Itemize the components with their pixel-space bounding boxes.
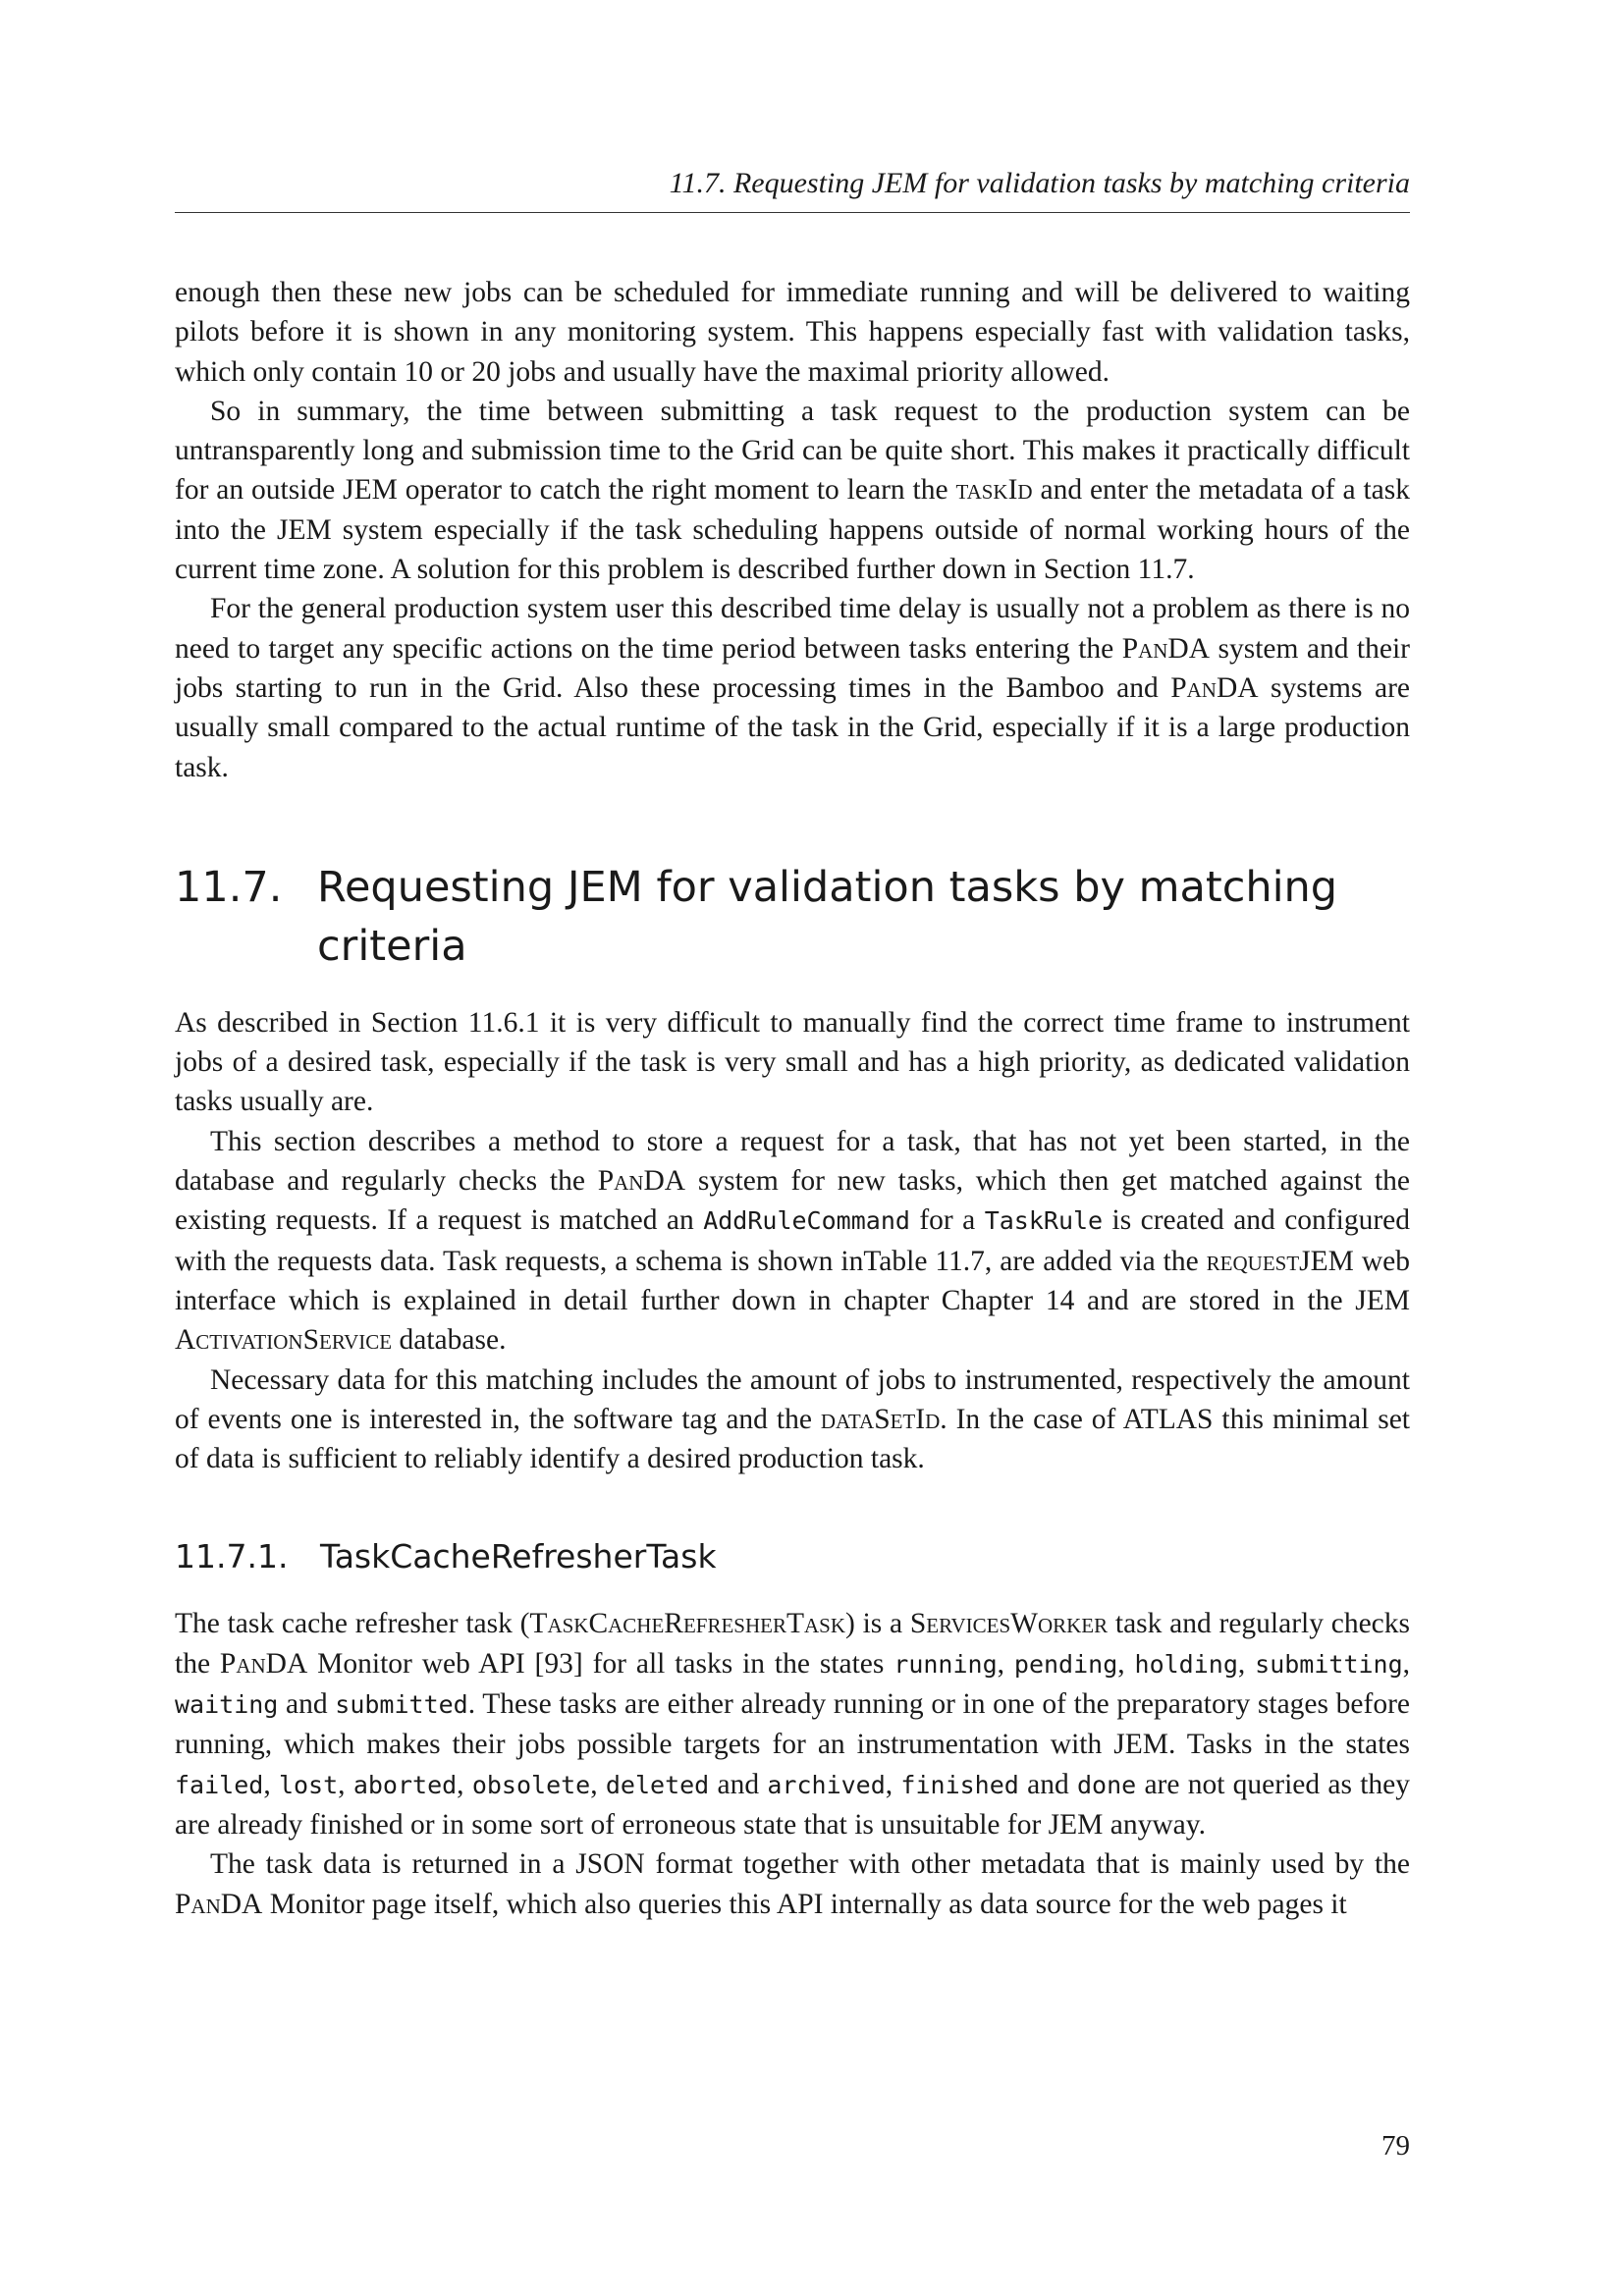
section-heading xyxy=(175,858,1410,976)
term-servicesworker: ServicesWorker xyxy=(909,1608,1109,1640)
paragraph: The task data is returned in a JSON format together with other metadata that is mainly used by the PanDA Monitor page itself, which also queries this API internally as data source for the web pages it xyxy=(175,1848,1410,1920)
page-content xyxy=(175,273,1410,1924)
term-panda: PanDA xyxy=(1170,671,1259,704)
term-taskid: taskId xyxy=(955,474,1033,507)
paragraph: For the general production system user this described time delay is usually not a problem as there is no need to target any specific actions on the time period between tasks entering the PanDA system and their jobs starting to run in the Grid. Also these processing times in the Bamboo and PanDA systems are usually small compared to the actual runtime of the task in the Grid, especially if it is a large production task. xyxy=(175,593,1410,783)
code-addrulecommand: AddRuleCommand xyxy=(703,1206,910,1236)
term-panda: PanDA xyxy=(1121,632,1211,665)
code-taskrule: TaskRule xyxy=(984,1206,1104,1236)
running-header: 11.7. Requesting JEM for validation tasks by matching criteria xyxy=(669,167,1410,199)
section-title: Requesting JEM for validation tasks by matching criteria xyxy=(317,862,1338,971)
subsection-title: TaskCacheRefresherTask xyxy=(320,1537,717,1576)
paragraph: The task cache refresher task (TaskCacheRefresherTask) is a ServicesWorker task and regularly checks the PanDA Monitor web API [93] for all tasks in the states running, pending, holding, submitting, waiting and submitted. These tasks are either already running or in one of the preparatory stages before running, which makes their jobs possible targets for an instrumentation with JEM. Tasks in the states failed, lost, aborted, obsolete, deleted and archived, finished and done are not queried as they are already finished or in some sort of erroneous state that is unsuitable for JEM anyway. xyxy=(175,1608,1411,1841)
document-page xyxy=(175,0,1410,2296)
page-number: 79 xyxy=(1381,2130,1410,2162)
term-taskcacherefreshertask: TaskCacheRefresherTask xyxy=(529,1608,846,1640)
term-requestjem: request xyxy=(1206,1245,1300,1277)
subsection-heading xyxy=(175,1535,1410,1578)
term-panda: PanDA xyxy=(597,1165,686,1198)
paragraph: Necessary data for this matching includes the amount of jobs to instrumented, respectively the amount of events one is interested in, the software tag and the dataSetId. In the case of ATLAS this minimal set of data is sufficient to reliably identify a desired production task. xyxy=(175,1363,1410,1475)
term-panda: PanDA xyxy=(175,1888,263,1920)
term-datasetid: dataSetId xyxy=(820,1403,941,1435)
subsection-number: 11.7.1. xyxy=(175,1537,289,1576)
term-panda: PanDA xyxy=(219,1647,308,1680)
paragraph: So in summary, the time between submitting a task request to the production system can be untransparently long and submission time to the Grid can be quite short. This makes it practically difficult for an outside JEM operator to catch the right moment to learn the taskId and enter the metadata of a task into the JEM system especially if the task scheduling happens outside of normal working hours of the current time zone. A solution for this problem is described further down in Section 11.7. xyxy=(175,395,1410,586)
term-activationservice: ActivationService xyxy=(175,1324,393,1357)
paragraph: This section describes a method to store a request for a task, that has not yet been started, in the database and regularly checks the PanDA system for new tasks, which then get matched against the existing requests. If a request is matched an AddRuleCommand for a TaskRule is created and configured with the requests data. Task requests, a schema is shown inTable 11.7, are added via the requestJEM web interface which is explained in detail further down in chapter Chapter 14 and are stored in the JEM ActivationService database. xyxy=(175,1125,1411,1357)
paragraph: enough then these new jobs can be scheduled for immediate running and will be delivered to waiting pilots before it is shown in any monitoring system. This happens especially fast with validation tasks, which only contain 10 or 20 jobs and usually have the maximal priority allowed. xyxy=(175,277,1410,388)
header-rule xyxy=(175,212,1410,213)
section-number: 11.7. xyxy=(175,862,283,912)
paragraph: As described in Section 11.6.1 it is very difficult to manually find the correct time frame to instrument jobs of a desired task, especially if the task is very small and has a high priority, as dedicated validation tasks usually are. xyxy=(175,1006,1410,1118)
